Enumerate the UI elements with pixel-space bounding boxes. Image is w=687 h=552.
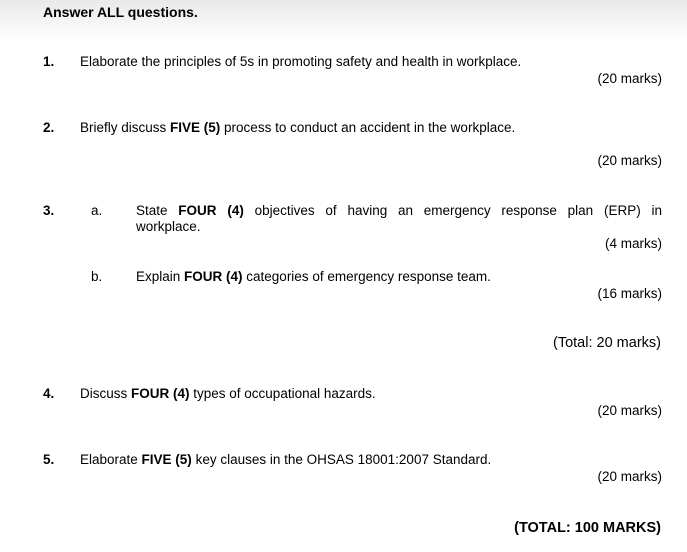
question-2-count: FIVE (5)	[170, 120, 221, 135]
grand-total: (TOTAL: 100 MARKS)	[514, 520, 661, 536]
question-2-text	[80, 120, 515, 136]
question-3-total: (Total: 20 marks)	[553, 335, 661, 351]
question-3a-count: FOUR (4)	[178, 203, 244, 218]
question-3a-marks: (4 marks)	[605, 236, 662, 251]
question-2-text-part: process to conduct an accident in the workplace.	[220, 120, 516, 135]
question-3b-marks: (16 marks)	[597, 286, 662, 301]
question-5-count: FIVE (5)	[141, 452, 192, 467]
question-3b-text-part: Explain	[136, 269, 185, 284]
question-4-text-part: types of occupational hazards.	[189, 386, 376, 401]
question-3b-text	[136, 269, 491, 285]
question-5-text-part: key clauses in the OHSAS 18001:2007 Standard.	[191, 452, 492, 467]
question-4-number: 4.	[43, 386, 55, 401]
question-3b-count: FOUR (4)	[184, 269, 243, 284]
question-3a-line1	[136, 203, 662, 219]
question-5-text	[80, 452, 491, 468]
question-3a-line2: workplace.	[136, 219, 201, 234]
question-2-marks: (20 marks)	[597, 153, 662, 168]
question-3b-text-part: categories of emergency response team.	[242, 269, 491, 284]
question-3b-label: b.	[91, 269, 103, 284]
question-3a-text-part: State	[136, 203, 179, 218]
question-5-text-part: Elaborate	[80, 452, 142, 467]
question-3a-label: a.	[91, 203, 103, 218]
question-5-number: 5.	[43, 452, 55, 467]
question-3a-text-part: objectives of having an emergency response plan (ERP) in	[243, 203, 662, 218]
question-4-count: FOUR (4)	[131, 386, 190, 401]
instruction-heading: Answer ALL questions.	[43, 4, 198, 20]
question-1-marks: (20 marks)	[597, 71, 662, 86]
question-1-text	[80, 54, 521, 70]
question-4-marks: (20 marks)	[597, 403, 662, 418]
question-4-text	[80, 386, 376, 402]
question-2-number: 2.	[43, 120, 55, 135]
question-5-marks: (20 marks)	[597, 469, 662, 484]
question-1-number: 1.	[43, 54, 55, 69]
question-4-text-part: Discuss	[80, 386, 132, 401]
question-2-text-part: Briefly discuss	[80, 120, 171, 135]
question-1-text-part: Elaborate the principles of 5s in promoting safety and health in workplace.	[80, 54, 522, 69]
question-3-number: 3.	[43, 203, 55, 218]
